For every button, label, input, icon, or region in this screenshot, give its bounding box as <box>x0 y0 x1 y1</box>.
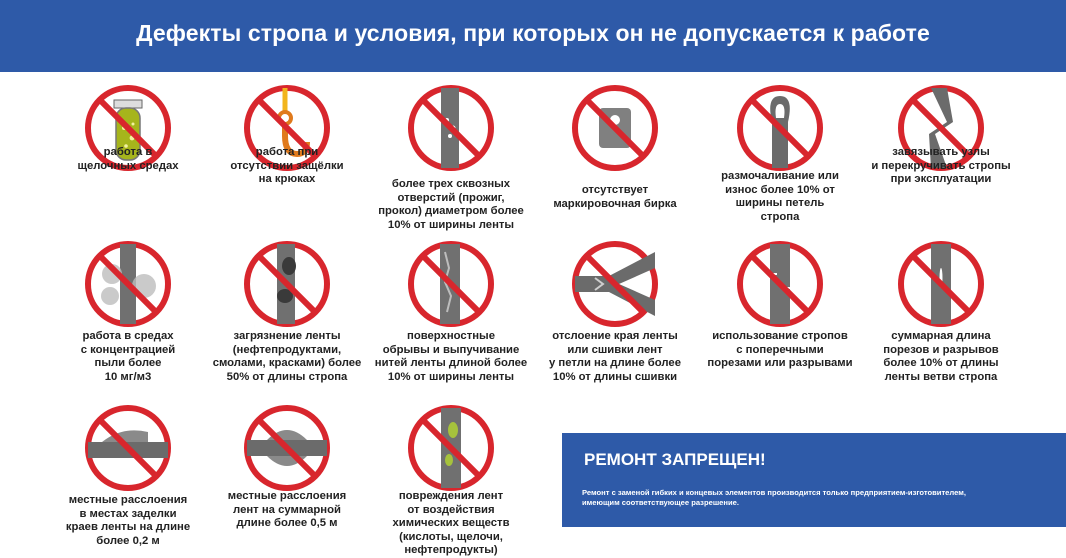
defect-caption: работа в средах с концентрацией пыли более 10 мг/м3 <box>80 330 176 383</box>
holed-strap-icon <box>405 82 497 174</box>
chemical-damage-icon <box>405 402 497 494</box>
tag-icon <box>569 82 661 174</box>
repair-notice <box>562 433 1066 527</box>
defect-caption: работа в щелочных средах <box>77 146 179 172</box>
slit-strap-icon <box>895 238 987 330</box>
worn-loop-icon <box>734 82 826 174</box>
defect-caption: отсутствует маркировочная бирка <box>553 184 677 210</box>
defect-caption: использование стропов с поперечными порезами или разрывами <box>707 330 853 370</box>
defect-caption: работа при отсутствии защёлки на крюках <box>230 146 344 186</box>
defect-caption: поверхностные обрывы и выпучивание нитей ленты длиной более 10% от ширины ленты <box>374 330 528 383</box>
notice-text: Ремонт с заменой гибких и концевых элементов производится только предприятием-изготовителем, имеющим соответствующее разрешение. <box>582 488 966 507</box>
header-bar <box>0 0 1066 72</box>
defect-caption: суммарная длина порезов и разрывов более 10% от длины ленты ветви стропа <box>883 330 999 383</box>
split-strap-icon <box>569 238 661 330</box>
defect-caption: завязывать узлы и перекручивать стропы при эксплуатации <box>871 146 1011 186</box>
bulged-strap-icon <box>241 402 333 494</box>
defect-caption: загрязнение ленты (нефтепродуктами, смолами, красками) более 50% от длины стропа <box>212 330 362 383</box>
defect-caption: повреждения лент от воздействия химических веществ (кислоты, щелочи, нефтепродукты) <box>392 490 510 557</box>
defect-caption: местные расслоения лент на суммарной длине более 0,5 м <box>227 490 347 530</box>
defect-caption: местные расслоения в местах заделки краев ленты на длине более 0,2 м <box>65 494 191 547</box>
defect-caption: более трех сквозных отверстий (прожиг, прокол) диаметром более 10% от ширины ленты <box>378 178 524 231</box>
peeled-edge-icon <box>82 402 174 494</box>
stained-strap-icon <box>241 238 333 330</box>
notice-title: РЕМОНТ ЗАПРЕЩЕН! <box>584 450 766 469</box>
defect-caption: размочаливание или износ более 10% от ширины петель стропа <box>721 170 839 223</box>
page-title: Дефекты стропа и условия, при которых он не допускается к работе <box>136 20 930 46</box>
defect-caption: отслоение края ленты или сшивки лент у петли на длине более 10% от длины сшивки <box>549 330 681 383</box>
frayed-strap-icon <box>405 238 497 330</box>
dust-icon <box>82 238 174 330</box>
cut-strap-icon <box>734 238 826 330</box>
